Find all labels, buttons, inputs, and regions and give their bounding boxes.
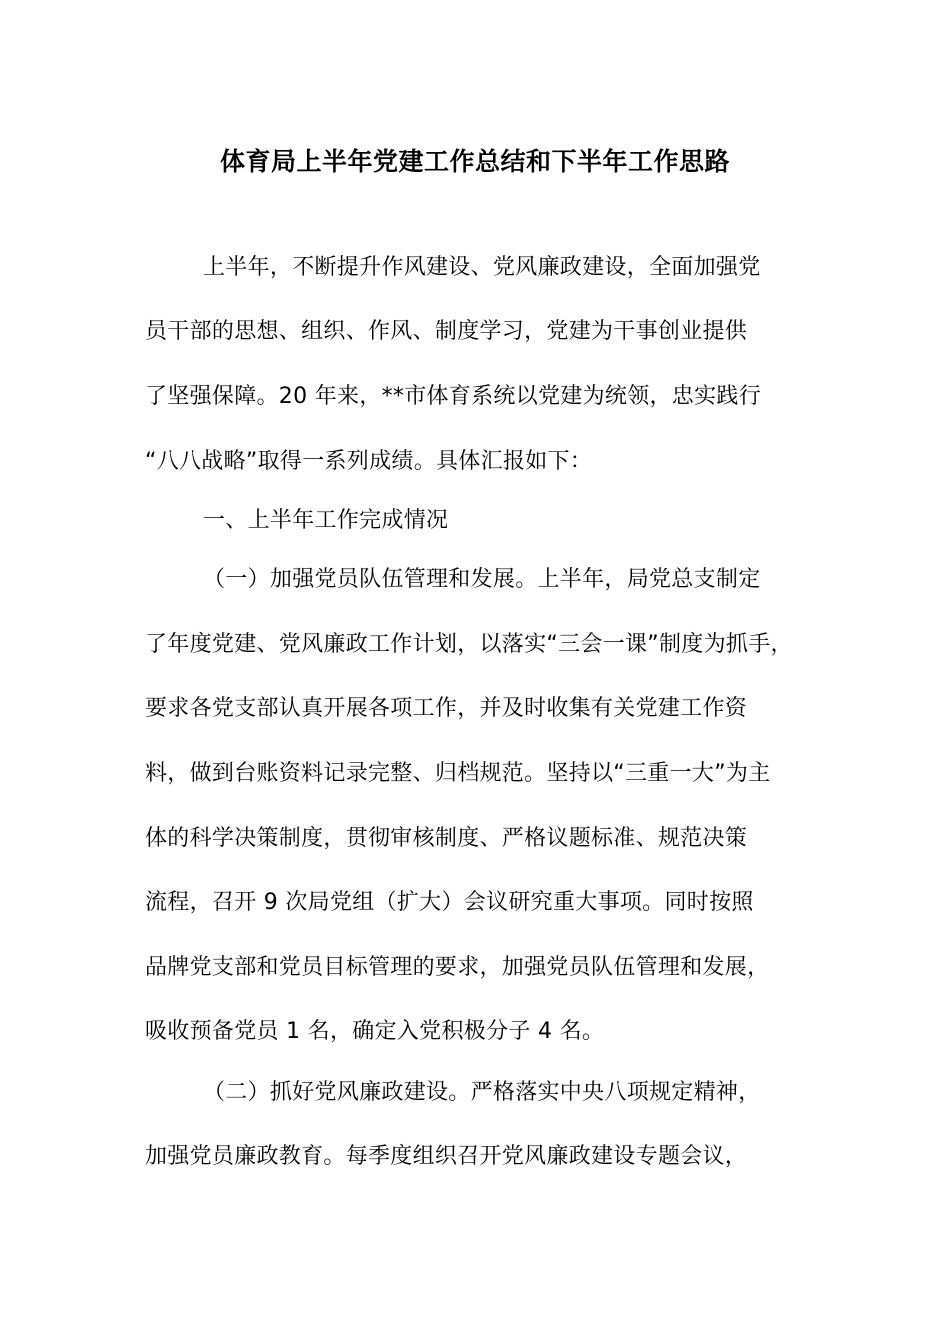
paragraph-line: 了年度党建、党风廉政工作计划，以落实“三会一课”制度为抓手， xyxy=(145,632,793,657)
paragraph-line: “八八战略”取得一系列成绩。具体汇报如下： xyxy=(145,449,593,474)
paragraph-line: 吸收预备党员 1 名，确定入党积极分子 4 名。 xyxy=(145,1019,605,1044)
paragraph-line: 加强党员廉政教育。每季度组织召开党风廉政建设专题会议， xyxy=(145,1144,748,1169)
paragraph-line: 体的科学决策制度，贯彻审核制度、严格议题标准、规范决策 xyxy=(145,826,748,851)
paragraph-line: 要求各党支部认真开展各项工作，并及时收集有关党建工作资 xyxy=(145,696,748,721)
document-title: 体育局上半年党建工作总结和下半年工作思路 xyxy=(219,147,730,176)
paragraph-line: （一）加强党员队伍管理和发展。上半年，局党总支制定 xyxy=(203,567,761,592)
paragraph-line: （二）抓好党风廉政建设。严格落实中央八项规定精神， xyxy=(203,1080,761,1105)
section-heading: 一、上半年工作完成情况 xyxy=(203,508,449,533)
paragraph-line: 品牌党支部和党员目标管理的要求，加强党员队伍管理和发展， xyxy=(145,955,770,980)
paragraph-line: 了坚强保障。20 年来，**市体育系统以党建为统领，忠实践行 xyxy=(145,384,761,409)
paragraph-line: 上半年，不断提升作风建设、党风廉政建设，全面加强党 xyxy=(203,255,761,280)
paragraph-line: 员干部的思想、组织、作风、制度学习，党建为干事创业提供 xyxy=(145,319,748,344)
paragraph-line: 流程，召开 9 次局党组（扩大）会议研究重大事项。同时按照 xyxy=(145,890,754,915)
paragraph-line: 料，做到台账资料记录完整、归档规范。坚持以“三重一大”为主 xyxy=(145,761,771,786)
